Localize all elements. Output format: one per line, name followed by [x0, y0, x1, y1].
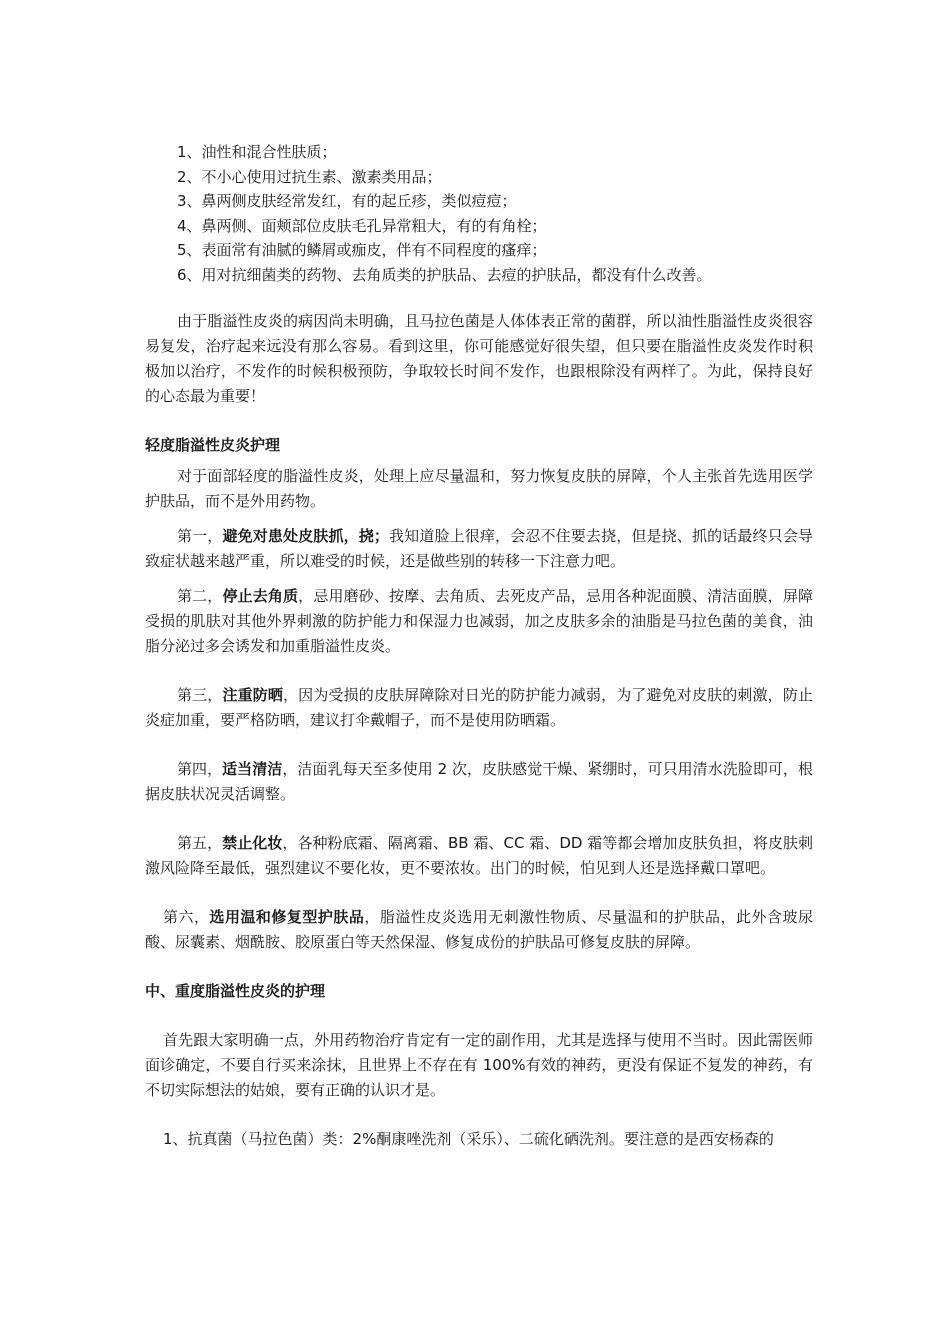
step-text: ，脂溢性皮炎选用无刺激性物质、尽量温和的护肤品，此外含玻尿酸、尿囊素、烟酰胺、胶原蛋白等天然保湿、修复成份的护肤品可修复皮肤的屏障。 — [145, 908, 813, 951]
severe-item-1: 1、抗真菌（马拉色菌）类：2%酮康唑洗剂（采乐）、二硫化硒洗剂。要注意的是西安杨森的 — [163, 1130, 774, 1148]
step-text: ，忌用磨砂、按摩、去角质、去死皮产品，忌用各种泥面膜、清洁面膜，屏障受损的肌肤对其他外界刺激的防护能力和保湿力也减弱，加之皮肤多余的油脂是马拉色菌的美食，油脂分泌过多会诱发和加重脂溢性皮炎。 — [145, 587, 813, 655]
step-prefix: 第一， — [177, 527, 223, 545]
symptom-item: 2、不小心使用过抗生素、激素类用品； — [177, 167, 442, 186]
step-keyword: 禁止化妆 — [222, 834, 283, 852]
mild-step-2 — [145, 584, 813, 659]
step-keyword: 适当清洁 — [222, 760, 283, 778]
intro-paragraph: 由于脂溢性皮炎的病因尚未明确，且马拉色菌是人体体表正常的菌群，所以油性脂溢性皮炎很容易复发，治疗起来远没有那么容易。看到这里，你可能感觉好很失望，但只要在脂溢性皮炎发作时积极加以治疗，不发作的时候积极预防，争取较长时间不发作，也跟根除没有两样了。为此，保持良好的心态最为重要！ — [145, 312, 813, 405]
step-text: ，洁面乳每天至多使用 2 次，皮肤感觉干燥、紧绷时，可只用清水洗脸即可，根据皮肤状况灵活调整。 — [145, 760, 813, 803]
mild-section-heading: 轻度脂溢性皮炎护理 — [145, 436, 281, 454]
severe-section-lead: 首先跟大家明确一点，外用药物治疗肯定有一定的副作用，尤其是选择与使用不当时。因此需医师面诊确定，不要自行买来涂抹，且世界上不存在有 100%有效的神药，更没有保证不复发的神药，有不切实际想法的姑娘，要有正确的认识才是。 — [145, 1031, 813, 1099]
step-keyword: 避免对患处皮肤抓，挠； — [222, 527, 389, 545]
step-keyword: 停止去角质 — [222, 587, 299, 605]
step-prefix: 第六， — [163, 908, 210, 926]
step-text: ，因为受损的皮肤屏障除对日光的防护能力减弱，为了避免对皮肤的刺激，防止炎症加重，要严格防晒，建议打伞戴帽子，而不是使用防晒霜。 — [145, 686, 813, 729]
document-page — [145, 140, 813, 1152]
symptom-list — [145, 140, 813, 287]
symptom-item: 5、表面常有油腻的鳞屑或痂皮，伴有不同程度的瘙痒； — [177, 241, 547, 259]
mild-section-lead: 对于面部轻度的脂溢性皮炎，处理上应尽量温和，努力恢复皮肤的屏障，个人主张首先选用医学护肤品，而不是外用药物。 — [145, 467, 813, 510]
symptom-item: 6、用对抗细菌类的药物、去角质类的护肤品、去痘的护肤品，都没有什么改善。 — [177, 265, 712, 284]
symptom-item: 3、鼻两侧皮肤经常发红，有的起丘疹，类似痘痘； — [177, 192, 517, 210]
mild-step-6 — [145, 905, 813, 955]
step-text: ，各种粉底霜、隔离霜、BB 霜、CC 霜、DD 霜等都会增加皮肤负担，将皮肤刺激风险降至最低，强烈建议不要化妆，更不要浓妆。出门的时候，怕见到人还是选择戴口罩吧。 — [145, 834, 813, 877]
symptom-item: 4、鼻两侧、面颊部位皮肤毛孔异常粗大，有的有角栓； — [177, 216, 547, 235]
mild-step-5 — [145, 831, 813, 881]
step-keyword: 注重防晒 — [222, 686, 284, 704]
step-text: 我知道脸上很痒，会忍不住要去挠，但是挠、抓的话最终只会导致症状越来越严重，所以难受的时候，还是做些别的转移一下注意力吧。 — [145, 527, 813, 570]
step-prefix: 第五， — [177, 834, 223, 852]
severe-section-heading: 中、重度脂溢性皮炎的护理 — [145, 982, 326, 1000]
step-prefix: 第三， — [177, 686, 223, 704]
mild-step-3 — [145, 683, 813, 733]
symptom-item: 1、油性和混合性肤质； — [177, 143, 337, 161]
mild-step-1 — [145, 524, 813, 574]
step-keyword: 选用温和修复型护肤品 — [209, 908, 365, 926]
step-prefix: 第四， — [177, 760, 223, 778]
mild-step-4 — [145, 757, 813, 807]
step-prefix: 第二， — [177, 587, 223, 605]
